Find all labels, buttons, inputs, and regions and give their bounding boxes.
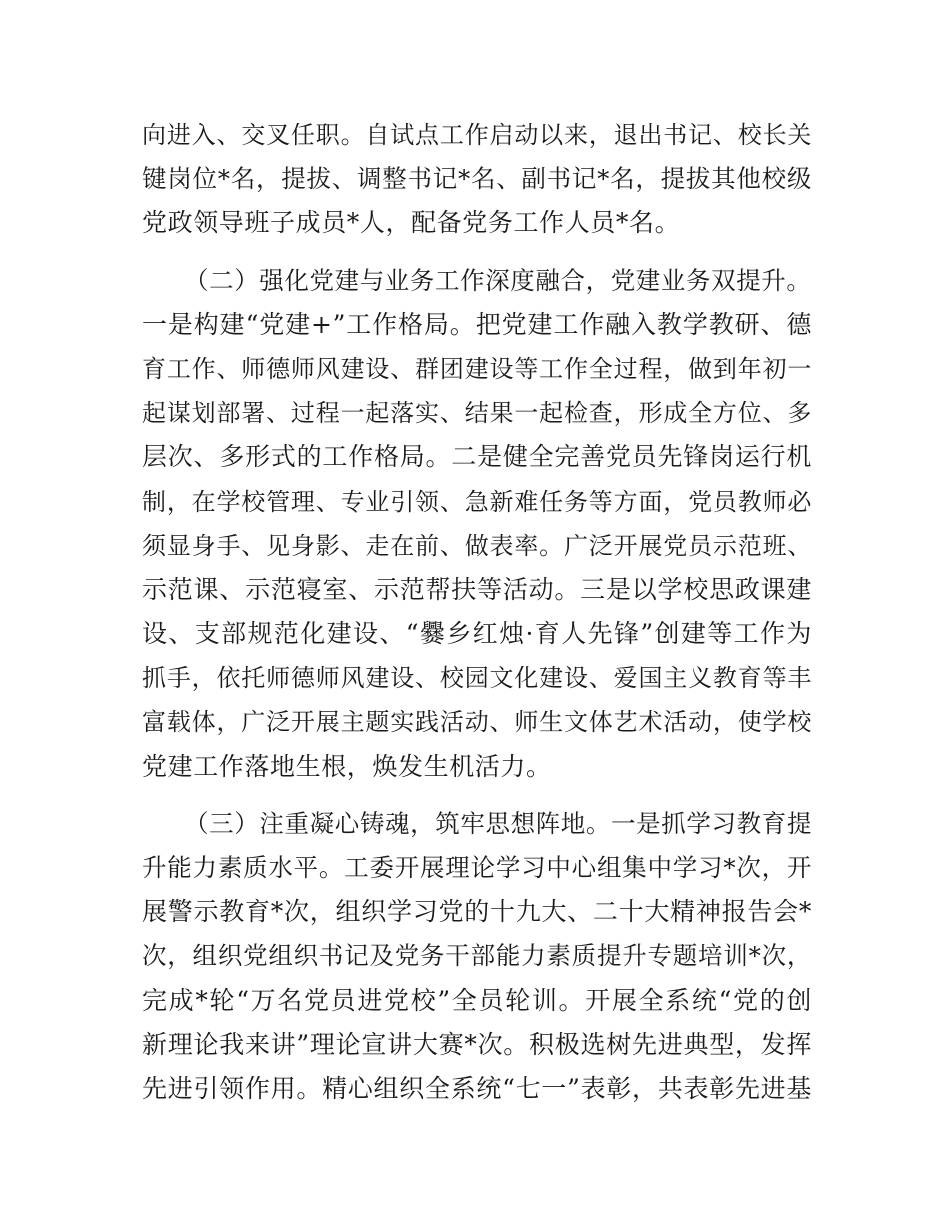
text-line: 次，组织党组织书记及党务干部能力素质提升专题培训*次，	[142, 941, 812, 971]
text-line: 层次、多形式的工作格局。二是健全完善党员先锋岗运行机	[142, 442, 812, 472]
text-line: 育工作、师德师风建设、群团建设等工作全过程，做到年初一	[142, 354, 812, 383]
text-line: 党政领导班子成员*人，配备党务工作人员*名。	[142, 208, 681, 238]
text-line: 键岗位*名，提拔、调整书记*名、副书记*名，提拔其他校级	[142, 164, 812, 194]
text-line: 起谋划部署、过程一起落实、结果一起检查，形成全方位、多	[142, 399, 812, 428]
text-line: 示范课、示范寝室、示范帮扶等活动。三是以学校思政课建	[142, 574, 812, 604]
text-line: 升能力素质水平。工委开展理论学习中心组集中学习*次，开	[142, 853, 812, 882]
paragraph-spacer	[142, 246, 812, 259]
text-line: 向进入、交叉任职。自试点工作启动以来，退出书记、校长关	[142, 121, 812, 149]
text-line: 设、支部规范化建设、“爨乡红烛·育人先锋”创建等工作为	[142, 619, 812, 649]
text-line: 新理论我来讲”理论宣讲大赛*次。积极选树先进典型，发挥	[142, 1029, 812, 1059]
text-line: 一是构建“党建+”工作格局。把党建工作融入教学教研、德	[142, 309, 812, 339]
paragraph-3	[142, 802, 812, 1111]
text-line: 展警示教育*次，组织学习党的十九大、二十大精神报告会*	[142, 897, 812, 927]
text-line: 制，在学校管理、专业引领、急新难任务等方面，党员教师必	[142, 487, 812, 516]
text-line: 党建工作落地生根，焕发生机活力。	[142, 751, 552, 781]
text-line: 须显身手、见身影、走在前、做表率。广泛开展党员示范班、	[142, 531, 812, 560]
text-line: 抓手，依托师德师风建设、校园文化建设、爱国主义教育等丰	[142, 664, 812, 693]
text-line: 完成*轮“万名党员进党校”全员轮训。开展全系统“党的创	[142, 985, 812, 1015]
text-line: 先进引领作用。精心组织全系统“七一”表彰，共表彰先进基	[142, 1073, 812, 1103]
paragraph-spacer	[142, 789, 812, 802]
paragraph-1	[142, 113, 812, 246]
text-line: 富载体，广泛开展主题实践活动、师生文体艺术活动，使学校	[142, 708, 812, 737]
paragraph-2	[142, 259, 812, 789]
paragraph-heading-line: （三）注重凝心铸魂，筑牢思想阵地。一是抓学习教育提	[184, 808, 812, 838]
paragraph-heading-line: （二）强化党建与业务工作深度融合，党建业务双提升。	[184, 265, 812, 295]
document-body	[142, 113, 812, 1111]
